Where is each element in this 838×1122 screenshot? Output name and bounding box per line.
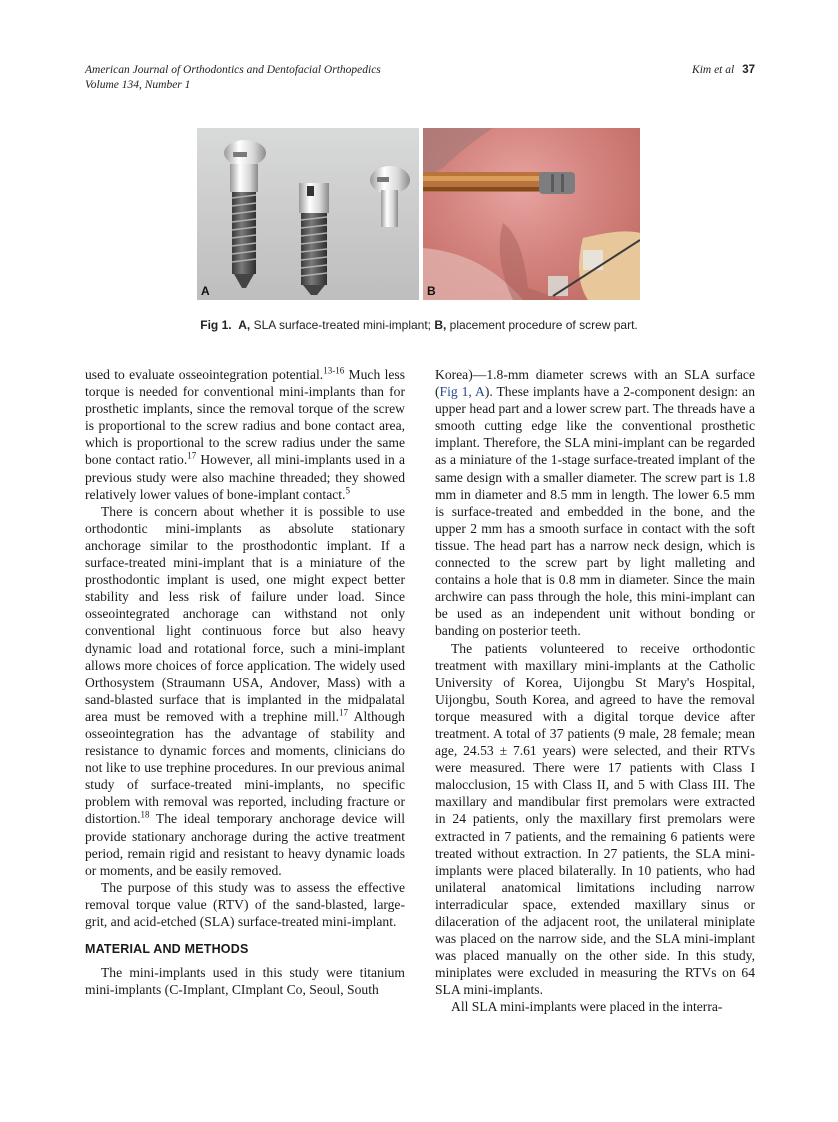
text-span: Much less torque is needed for conventional mini-implants than for prosthetic implants, since the removal torque of the screw is proportional to the screw radius and bone contact area, which is proportional to the screw radius under the same bone contact ratio. bbox=[85, 367, 405, 468]
journal-volume: Volume 134, Number 1 bbox=[85, 79, 191, 91]
caption-a-label: A, bbox=[238, 318, 251, 332]
text-span: used to evaluate osseointegration potential. bbox=[85, 367, 324, 382]
panel-a-label: A bbox=[201, 284, 210, 298]
text-span: The ideal temporary anchorage device will provide stationary anchorage during the active treatment period, remain rigid and resistant to heavy dynamic loads or moments, and be easily removed. bbox=[85, 811, 405, 878]
paragraph: The patients volunteered to receive orthodontic treatment with maxillary mini-implants at the Catholic University of Korea, Uijongbu St Mary's Hospital, Uijongbu, South Korea, and agreed to have the removal torque measured with a digital torque device after treatment. A total of 37 patients (9 male, 28 female; mean age, 24.53 ± 7.61 years) were selected, and their RTVs were measured. There were 17 patients with Class I malocclusion, 15 with Class II, and 5 with Class III. The maxillary and mandibular first premolars were extracted in 24 patients, only the maxillary first premolars were extracted in 7 patients, and the remaining 6 patients were treated without extraction. In 27 patients, the SLA mini-implants were placed bilaterally. In 10 patients, who had unilateral anatomical limitations including narrow interradicular space, extended maxillary sinus or dilaceration of the adjacent root, the unilateral miniplate was placed on the narrow side, and the SLA mini-implant was placed manually on the other side. In this study, miniplates were excluded in measuring the RTVs on 64 SLA mini-implants. bbox=[435, 640, 755, 998]
paragraph: The purpose of this study was to assess the effective removal torque value (RTV) of the sand-blasted, large-grit, and acid-etched (SLA) surface-treated mini-implant. bbox=[85, 879, 405, 929]
text-span: There is concern about whether it is possible to use orthodontic mini-implants as absolute stationary anchorage similar to the prosthodontic implant. If a surface-treated mini-implant that is a miniature of the prosthodontic implant is used, one might expect better stability and less risk of failure under load. Since osseointegrated anchorage can withstand not only conventional light continuous force but also heavy dynamic load and rotational force, such a mini-implant allows more choices of force application. The widely used Orthosystem (Straumann USA, Andover, Mass) with a sand-blasted surface that is implanted in the midpalatal area must be removed with a trephine mill. bbox=[85, 503, 405, 724]
citation-ref[interactable]: 17 bbox=[187, 450, 197, 461]
figure-panel-b bbox=[423, 128, 640, 300]
paragraph bbox=[435, 366, 755, 640]
page-header-right bbox=[692, 63, 755, 78]
caption-a-text: SLA surface-treated mini-implant; bbox=[250, 318, 435, 332]
text-span: Although osseointegration has the advantage of stability and resistance to dynamic forces and moments, clinicians do not like to use trephine procedures. In our previous animal study of surface-treated mini-implants, no specific problem with removal was reported, including fracture or distortion. bbox=[85, 708, 405, 827]
panel-b-label: B bbox=[427, 284, 436, 298]
paragraph: The mini-implants used in this study were titanium mini-implants (C-Implant, CImplant Co, Seoul, South bbox=[85, 965, 405, 998]
mini-implant-illustration bbox=[197, 128, 419, 300]
journal-title: American Journal of Orthodontics and Dentofacial Orthopedics bbox=[85, 64, 381, 76]
figure-link[interactable]: Fig 1, A bbox=[439, 384, 485, 400]
caption-b-text: placement procedure of screw part. bbox=[446, 318, 638, 332]
citation-ref[interactable]: 18 bbox=[140, 809, 150, 820]
paragraph bbox=[85, 503, 405, 879]
intraoral-photo bbox=[423, 128, 640, 300]
text-span: Korea)—1.8-mm diameter screws with an SLA surface ( bbox=[435, 367, 755, 400]
figure-panel-a bbox=[197, 128, 419, 300]
text-span: However, all mini-implants used in a previous study were also machine threaded; they showed relatively lower values of bone-implant contact. bbox=[85, 452, 406, 502]
citation-ref[interactable]: 17 bbox=[339, 707, 349, 718]
running-head bbox=[85, 63, 755, 93]
citation-ref[interactable]: 5 bbox=[345, 485, 350, 496]
caption-b-label: B, bbox=[434, 318, 447, 332]
page-number: 37 bbox=[742, 64, 755, 76]
left-column bbox=[85, 366, 405, 998]
paragraph bbox=[85, 366, 405, 503]
caption-figure-number: Fig 1. bbox=[200, 318, 232, 332]
section-heading: MATERIAL AND METHODS bbox=[85, 942, 249, 957]
figure-1 bbox=[197, 128, 640, 300]
paragraph: All SLA mini-implants were placed in the interra- bbox=[451, 999, 723, 1015]
author-short: Kim et al bbox=[692, 64, 735, 76]
text-span: ). These implants have a 2-component design: an upper head part and a lower screw part. The threads have a smooth cutting edge like the conventional prosthetic implant. Therefore, the SLA mini-implant can be regarded as a miniature of the 1-stage surface-treated implant of the same design with a smaller diameter. The screw part is 1.8 mm in diameter and 8.5 mm in length. The lower 6.5 mm is surface-treated and embedded in the bone, and the upper 2 mm has a smooth surface in contact with the soft tissue. The head part has a narrow neck design, which is connected to the screw part by light malleting and contains a hole that is 0.8 mm in diameter. Since the main archwire can pass through the hole, this mini-implant can be used as an independent unit without bonding or banding on posterior teeth. bbox=[435, 384, 755, 639]
figure-caption bbox=[0, 318, 838, 332]
right-column bbox=[435, 366, 755, 1016]
citation-ref[interactable]: 13-16 bbox=[323, 365, 345, 376]
